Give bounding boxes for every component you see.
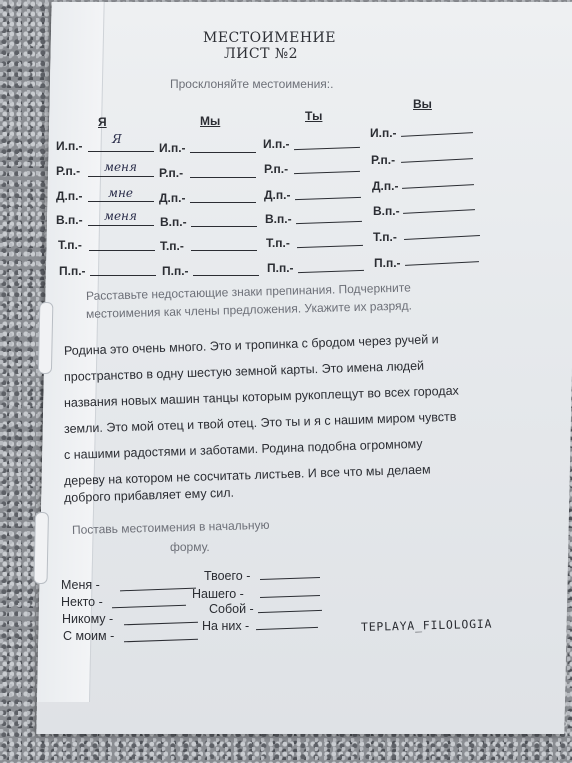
case-label: В.п.- (373, 204, 400, 218)
binder-hole (38, 302, 54, 374)
case-label: Т.п.- (266, 236, 290, 250)
case-label: Р.п.- (264, 162, 289, 176)
case-label: Д.п.- (159, 191, 186, 205)
text-line: дереву на котором не сосчитать листьев. И все что мы делаем (63, 462, 431, 488)
column-header-my: Мы (200, 114, 221, 128)
pronoun-item: Меня - (61, 578, 100, 592)
case-label: Д.п.- (372, 179, 399, 193)
answer-line[interactable] (190, 202, 256, 203)
answer-line[interactable] (191, 226, 257, 227)
case-label: Т.п.- (58, 238, 82, 252)
column-header-ya: Я (98, 115, 107, 129)
text-line: пространство в одну шестую земной карты. Это имена людей (63, 358, 425, 384)
case-label: Р.п.- (159, 166, 184, 180)
case-label: Д.п.- (56, 189, 83, 203)
case-label: П.п.- (374, 256, 401, 270)
pronoun-item: Нашего - (192, 587, 244, 601)
answer-line[interactable] (88, 151, 154, 152)
answer-line[interactable] (193, 275, 259, 276)
answer-line[interactable] (88, 176, 154, 177)
text-line: Родина это очень много. Это и тропинка с бродом через ручей и (63, 332, 439, 358)
worksheet-title: МЕСТОИМЕНИЕ (203, 30, 336, 46)
answer-line[interactable] (190, 152, 256, 153)
case-label: Т.п.- (373, 230, 397, 244)
text-line: с нашими радостями и заботами. Родина подобна огромному (63, 436, 423, 462)
answer-line[interactable] (89, 250, 155, 251)
case-label: П.п.- (267, 261, 294, 275)
answer-line[interactable] (88, 201, 154, 202)
column-header-vy: Вы (413, 97, 432, 111)
pronoun-item: Некто - (61, 595, 103, 609)
pronoun-item: Собой - (209, 602, 254, 616)
text-line: земли. Это мой отец и твой отец. Это ты и я с нашим миром чувств (63, 409, 457, 436)
brand-signature: TEPLAYA_FILOLOGIA (360, 616, 493, 634)
answer-line[interactable] (88, 225, 154, 226)
task3-instruction: форму. (170, 540, 210, 554)
case-label: П.п.- (59, 264, 86, 278)
handwritten-answer: меня (104, 160, 137, 174)
worksheet-number: ЛИСТ №2 (224, 46, 299, 62)
pronoun-item: На них - (202, 619, 250, 633)
answer-line[interactable] (90, 275, 156, 276)
case-label: И.п.- (56, 139, 83, 153)
column-header-ty: Ты (305, 109, 323, 123)
case-label: Р.п.- (56, 164, 81, 178)
pronoun-item: С моим - (63, 629, 115, 643)
text-line: названия новых машин танцы которым рукоплещут во всех городах (63, 383, 460, 410)
task1-instruction: Просклоняйте местоимения:. (170, 77, 334, 91)
case-label: И.п.- (263, 137, 290, 151)
case-label: В.п.- (160, 215, 187, 229)
pronoun-item: Никому - (62, 612, 114, 626)
case-label: В.п.- (56, 213, 83, 227)
case-label: И.п.- (159, 141, 186, 155)
task2-instruction: Расставьте недостающие знаки препинания. Подчеркните (85, 280, 411, 303)
answer-line[interactable] (191, 250, 257, 251)
text-line: доброго прибавляет ему сил. (63, 485, 235, 505)
case-label: Д.п.- (264, 188, 291, 202)
case-label: В.п.- (265, 212, 292, 226)
binder-hole (33, 512, 49, 584)
case-label: Т.п.- (160, 239, 184, 253)
answer-line[interactable] (190, 177, 256, 178)
case-label: П.п.- (162, 264, 189, 278)
task2-instruction: местоимения как члены предложения. Укажите их разряд. (85, 298, 413, 321)
handwritten-answer: меня (104, 209, 137, 223)
case-label: И.п.- (370, 126, 397, 140)
pronoun-item: Твоего - (204, 569, 251, 583)
task3-instruction: Поставь местоимения в начальную (71, 517, 270, 537)
handwritten-answer: Я (112, 132, 122, 146)
handwritten-answer: мне (108, 186, 133, 200)
case-label: Р.п.- (371, 153, 396, 167)
